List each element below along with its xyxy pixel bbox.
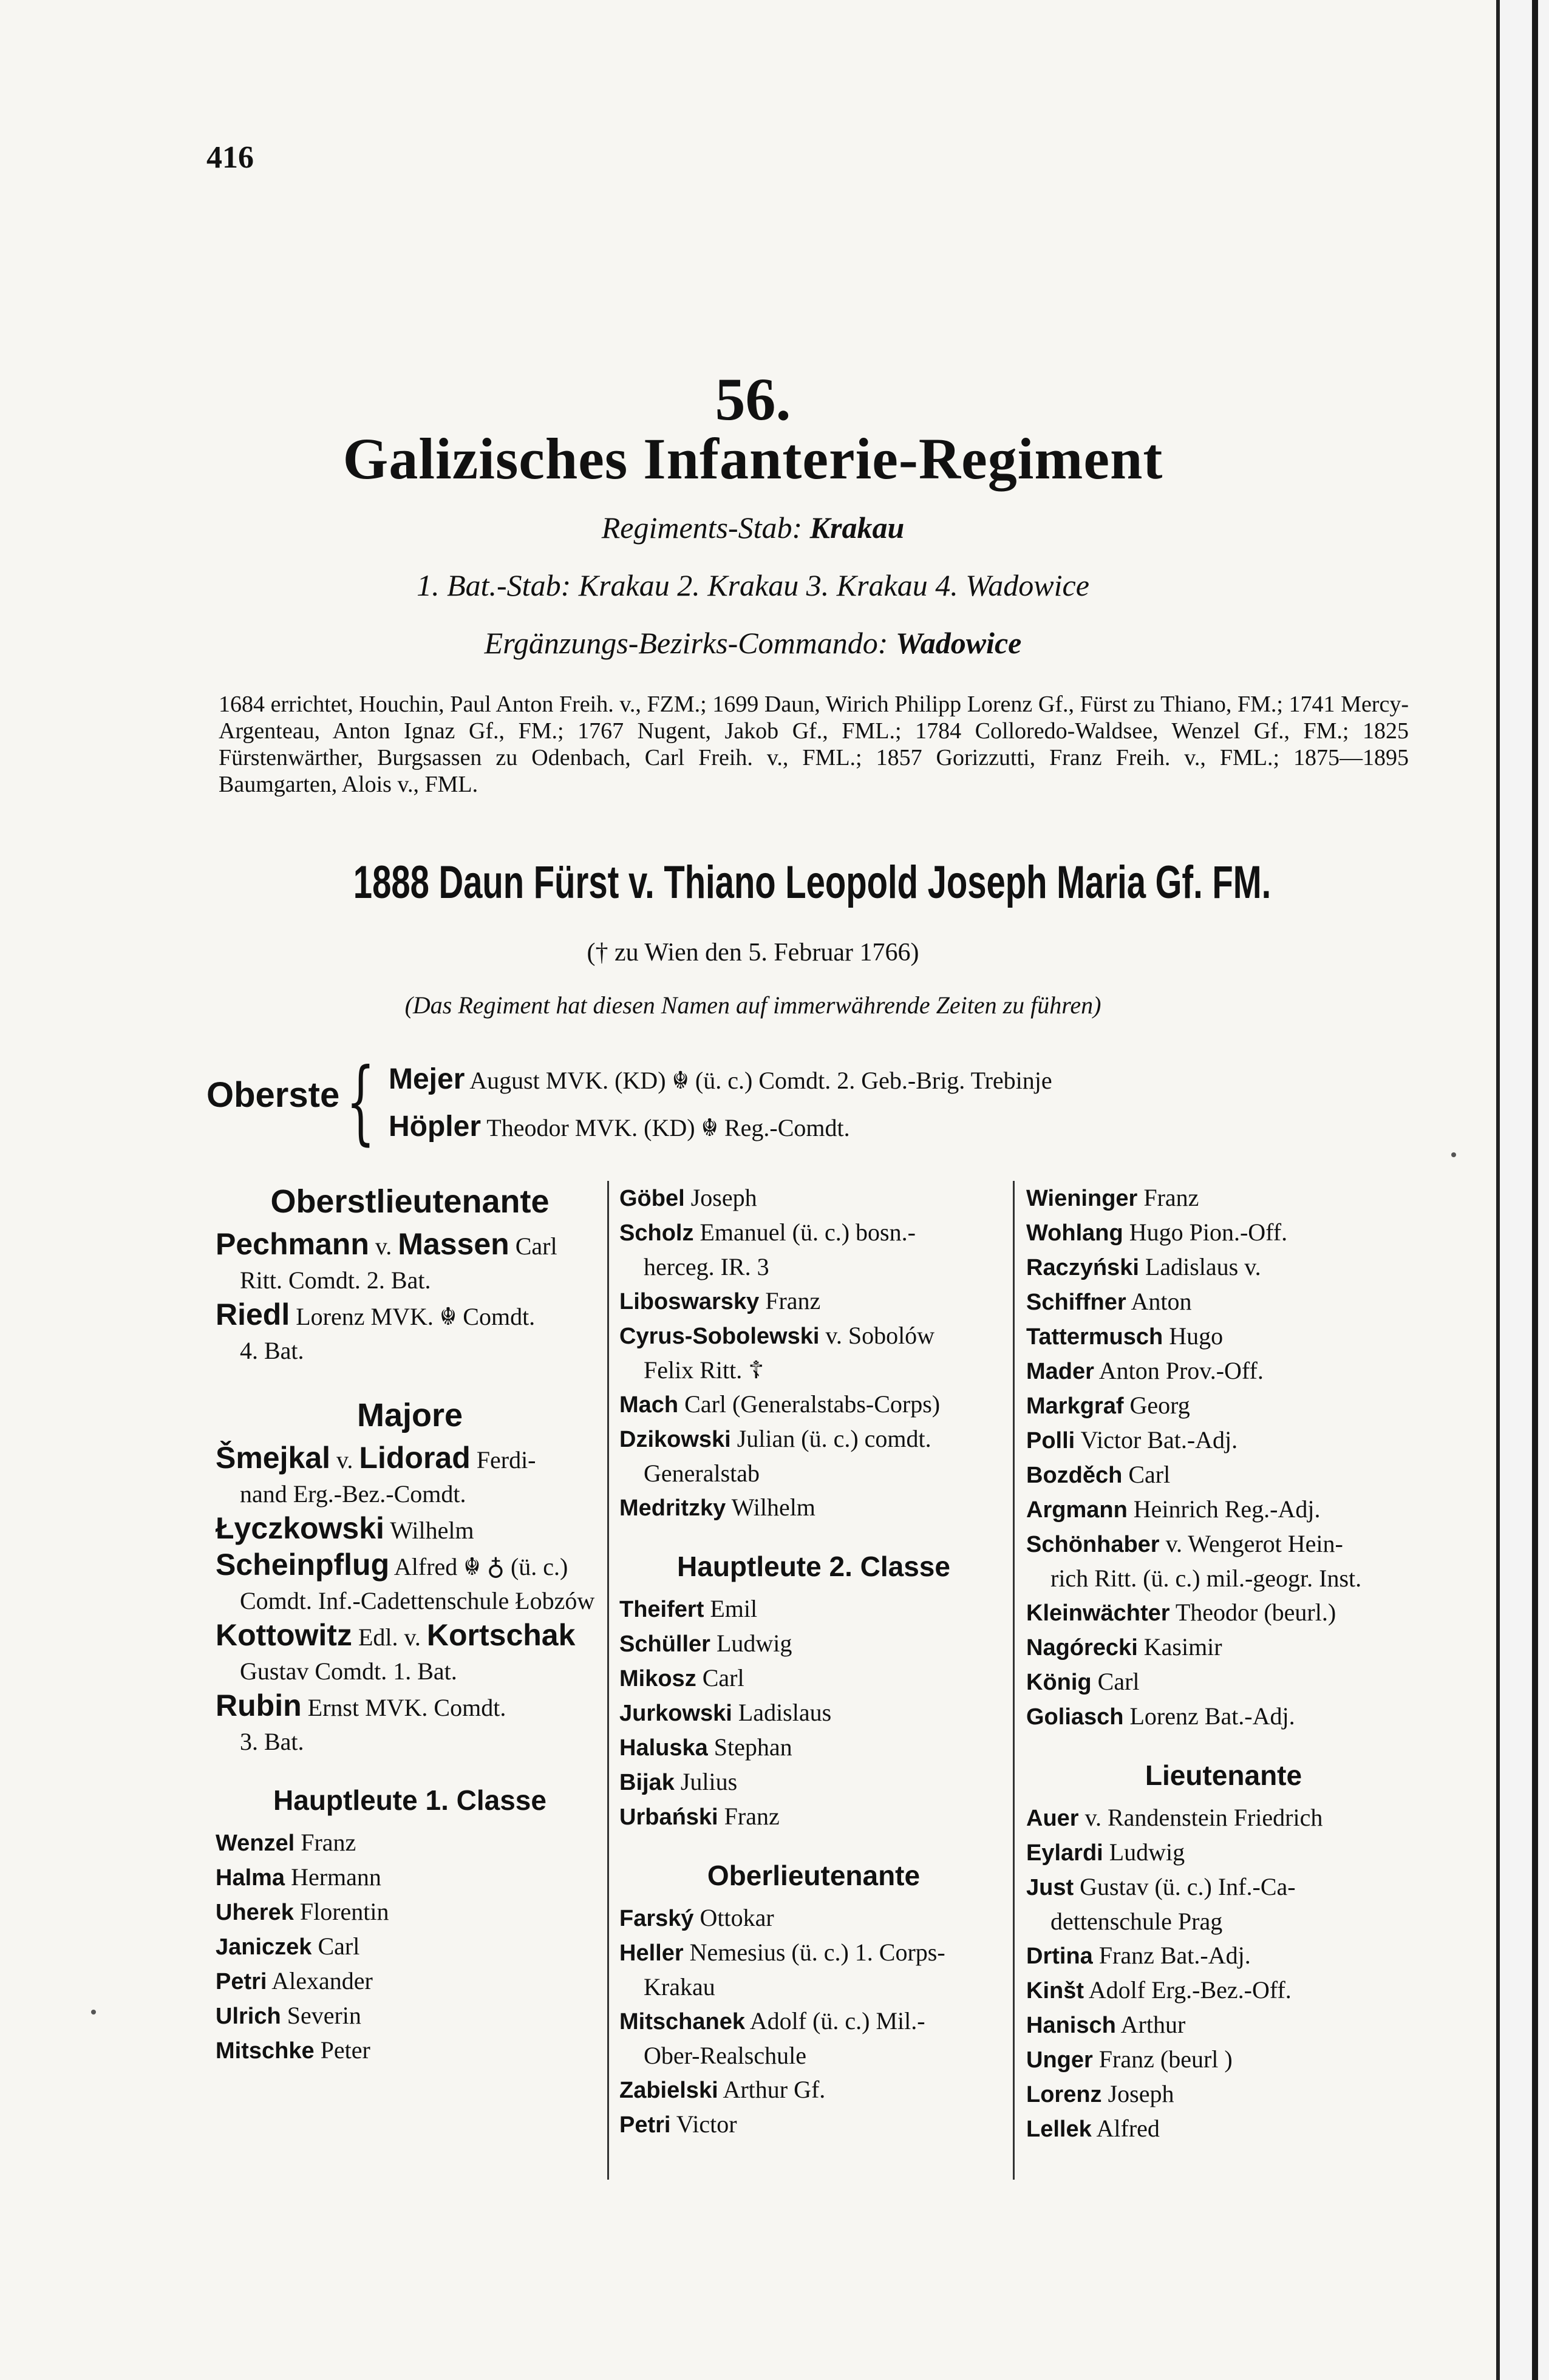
entry-details: v. Sobolów bbox=[825, 1322, 935, 1349]
entry-surname: Medritzky bbox=[619, 1495, 726, 1521]
scan-edge-line bbox=[1532, 0, 1538, 2380]
entry-details: Franz bbox=[1143, 1184, 1199, 1211]
entry-details: Wilhelm bbox=[390, 1517, 474, 1544]
regiments-stab-place: Krakau bbox=[809, 511, 905, 545]
heading-oberstlieutenante: Oberstlieutenante bbox=[270, 1183, 550, 1220]
entry-surname: Wohlang bbox=[1026, 1220, 1123, 1246]
entry-surname: Petri bbox=[216, 1969, 267, 1994]
entry-details: Ladislaus v. bbox=[1145, 1253, 1261, 1280]
entry-details: Franz (beurl ) bbox=[1098, 2045, 1233, 2073]
list-item bbox=[216, 1548, 604, 1618]
ergaenzung-label: Ergänzungs-Bezirks-Commando: bbox=[484, 626, 888, 660]
heading-hauptleute-1: Hauptleute 1. Classe bbox=[273, 1784, 546, 1816]
entry-details: Carl bbox=[1097, 1668, 1140, 1695]
list-item bbox=[619, 1387, 1008, 1422]
list-item bbox=[216, 1964, 604, 1999]
list-item bbox=[619, 1627, 1008, 1661]
entry-surname: Mikosz bbox=[619, 1666, 696, 1691]
entry-details: Franz bbox=[724, 1803, 780, 1830]
entry-surname: Kottowitz bbox=[216, 1618, 352, 1652]
entry-surname: Mader bbox=[1026, 1359, 1094, 1384]
entry-surname: Liboswarsky bbox=[619, 1289, 760, 1314]
entry-details: Carl bbox=[515, 1232, 557, 1260]
list-item bbox=[1026, 2077, 1421, 2112]
list-item bbox=[216, 1929, 604, 1964]
entry-details: Florentin bbox=[299, 1898, 389, 1925]
entry-surname: Šmejkal bbox=[216, 1441, 331, 1475]
list-item bbox=[619, 1661, 1008, 1696]
entry-surname: Massen bbox=[398, 1227, 509, 1261]
entry-details: Julius bbox=[680, 1768, 738, 1795]
entry-surname: Scholz bbox=[619, 1220, 694, 1246]
entry-details: Victor bbox=[676, 2110, 737, 2138]
heading-oberlieutenante: Oberlieutenante bbox=[707, 1860, 921, 1891]
list-item bbox=[619, 2107, 1008, 2142]
entry-particle: v. bbox=[336, 1446, 353, 1474]
entry-details: Peter bbox=[320, 2036, 370, 2064]
column-2 bbox=[619, 1181, 1008, 2142]
scan-edge bbox=[1500, 0, 1549, 2380]
entry-details: Joseph bbox=[690, 1184, 757, 1211]
entry-details: Carl bbox=[702, 1664, 744, 1691]
entry-surname: Raczyński bbox=[1026, 1255, 1139, 1280]
list-item bbox=[1026, 1699, 1421, 1734]
entry-details: Hermann bbox=[291, 1863, 381, 1891]
list-item bbox=[216, 1860, 604, 1895]
heading-hauptleute-2: Hauptleute 2. Classe bbox=[677, 1551, 950, 1582]
entry-continuation: Gustav Comdt. 1. Bat. bbox=[240, 1657, 457, 1685]
list-item bbox=[619, 1284, 1008, 1319]
list-item bbox=[1026, 2008, 1421, 2042]
entry-surname: Zabielski bbox=[619, 2078, 718, 2103]
entry-continuation: 3. Bat. bbox=[240, 1728, 304, 1755]
entry-details: Hugo bbox=[1169, 1322, 1224, 1350]
entry-surname: Scheinpflug bbox=[216, 1548, 390, 1582]
entry-continuation: rich Ritt. (ü. c.) mil.-geogr. Inst. bbox=[1050, 1565, 1362, 1592]
print-speck bbox=[1451, 1152, 1456, 1157]
entry-surname: Auer bbox=[1026, 1806, 1079, 1831]
page-number: 416 bbox=[206, 140, 254, 175]
entry-surname: Wieninger bbox=[1026, 1186, 1138, 1211]
entry-details: Carl (Generalstabs-Corps) bbox=[684, 1390, 941, 1418]
regiment-title: Galizisches Infanterie-Regiment bbox=[342, 426, 1163, 491]
entry-details: Franz bbox=[765, 1287, 821, 1314]
entry-particle: Edl. v. bbox=[358, 1623, 421, 1651]
owner-death-note: († zu Wien den 5. Februar 1766) bbox=[587, 939, 919, 967]
entry-continuation: Generalstab bbox=[644, 1460, 760, 1487]
entry-surname: Janiczek bbox=[216, 1934, 312, 1960]
list-item bbox=[619, 1216, 1008, 1284]
entry-continuation: dettenschule Prag bbox=[1050, 1908, 1223, 1935]
entry-surname: Urbański bbox=[619, 1804, 718, 1830]
entry-surname: Lorenz bbox=[1026, 2082, 1102, 2107]
entry-details: Georg bbox=[1129, 1392, 1190, 1419]
entry-surname: Schiffner bbox=[1026, 1290, 1126, 1315]
entry-surname: Wenzel bbox=[216, 1831, 295, 1856]
list-item bbox=[216, 1441, 604, 1511]
list-item bbox=[1026, 2112, 1421, 2146]
entry-details: Anton Prov.-Off. bbox=[1098, 1357, 1264, 1384]
entry-details: Stephan bbox=[713, 1733, 792, 1761]
entry-details: v. Randenstein Friedrich bbox=[1084, 1804, 1323, 1831]
list-item bbox=[1026, 1527, 1421, 1596]
entry-continuation: Krakau bbox=[644, 1973, 715, 2001]
list-item bbox=[1026, 1319, 1421, 1354]
entry-surname: Kinšt bbox=[1026, 1978, 1084, 2004]
entry-details: Franz Bat.-Adj. bbox=[1098, 1942, 1251, 1969]
list-item bbox=[1026, 1939, 1421, 1973]
entry-details: v. Wengerot Hein- bbox=[1165, 1530, 1343, 1557]
entry-details: Adolf (ü. c.) Mil.- bbox=[749, 2007, 925, 2035]
list-item bbox=[1026, 1285, 1421, 1319]
entry-continuation: Felix Ritt. ☦ bbox=[644, 1356, 764, 1384]
entry-surname: Uherek bbox=[216, 1900, 294, 1925]
heading-majore: Majore bbox=[356, 1397, 463, 1433]
entry-surname: Bijak bbox=[619, 1770, 675, 1795]
oberst-surname: Höpler bbox=[389, 1110, 482, 1143]
entry-surname: Argmann bbox=[1026, 1497, 1128, 1523]
entry-details: Anton bbox=[1131, 1288, 1192, 1315]
ergaenzung-bezirk bbox=[206, 625, 1299, 661]
print-speck bbox=[91, 2010, 96, 2014]
entry-surname: Riedl bbox=[216, 1297, 290, 1331]
list-item bbox=[619, 1319, 1008, 1387]
ergaenzung-place: Wadowice bbox=[895, 626, 1022, 660]
entry-continuation: herceg. IR. 3 bbox=[644, 1253, 769, 1280]
entry-details: Hugo Pion.-Off. bbox=[1129, 1219, 1288, 1246]
list-item bbox=[1026, 1630, 1421, 1665]
entry-details: Alexander bbox=[271, 1967, 373, 1994]
entry-details: Arthur Gf. bbox=[723, 2076, 826, 2103]
entry-details: Ladislaus bbox=[738, 1699, 832, 1726]
entry-surname: Goliasch bbox=[1026, 1704, 1124, 1730]
entry-surname: Bozděch bbox=[1026, 1463, 1123, 1488]
entry-surname: Markgraf bbox=[1026, 1393, 1124, 1419]
regiment-motto-note: (Das Regiment hat diesen Namen auf immerwährende Zeiten zu führen) bbox=[404, 991, 1101, 1019]
list-item bbox=[216, 1618, 604, 1688]
list-item bbox=[619, 1765, 1008, 1800]
list-item bbox=[216, 1688, 604, 1759]
entry-surname: Unger bbox=[1026, 2047, 1093, 2073]
entry-details: Lorenz Bat.-Adj. bbox=[1129, 1702, 1295, 1730]
list-item bbox=[1026, 1250, 1421, 1285]
entry-surname: Łyczkowski bbox=[216, 1511, 384, 1545]
list-item bbox=[619, 1730, 1008, 1765]
list-item bbox=[619, 1901, 1008, 1936]
list-item bbox=[1026, 2042, 1421, 2077]
entry-surname: Just bbox=[1026, 1875, 1074, 1900]
entry-surname: Göbel bbox=[619, 1186, 685, 1211]
regiments-stab-label: Regiments-Stab: bbox=[601, 511, 803, 545]
list-item bbox=[619, 1592, 1008, 1627]
list-item bbox=[1026, 1354, 1421, 1389]
entry-continuation: Ritt. Comdt. 2. Bat. bbox=[240, 1266, 431, 1294]
entry-surname: Cyrus-Sobolewski bbox=[619, 1324, 820, 1349]
heading-lieutenante: Lieutenante bbox=[1145, 1759, 1302, 1791]
entry-details: Emil bbox=[710, 1595, 758, 1622]
entry-surname: König bbox=[1026, 1670, 1092, 1695]
entry-continuation: Comdt. Inf.-Cadettenschule Łobzów bbox=[240, 1587, 595, 1614]
regiments-stab bbox=[206, 510, 1299, 545]
oberst-details: August MVK. (KD) ☬ (ü. c.) Comdt. 2. Geb.-Brig. Trebinje bbox=[469, 1067, 1052, 1094]
entry-details: Lorenz MVK. ☬ Comdt. bbox=[296, 1303, 536, 1330]
entry-details: Franz bbox=[301, 1829, 356, 1856]
list-item bbox=[619, 1422, 1008, 1491]
entry-details: Alfred bbox=[1096, 2115, 1160, 2142]
entry-surname: Theifert bbox=[619, 1597, 704, 1622]
entry-surname: Mitschanek bbox=[619, 2009, 745, 2035]
entry-details: Gustav (ü. c.) Inf.-Ca- bbox=[1080, 1873, 1296, 1900]
entry-surname: Kleinwächter bbox=[1026, 1600, 1170, 1626]
entry-surname: Hanisch bbox=[1026, 2013, 1116, 2038]
oberst-surname: Mejer bbox=[389, 1063, 465, 1095]
entry-details: Carl bbox=[1128, 1461, 1171, 1488]
entry-details: Ferdi- bbox=[476, 1446, 536, 1474]
oberst-row bbox=[389, 1110, 850, 1143]
list-item bbox=[1026, 1458, 1421, 1492]
entry-details: Alfred ☬ ♁ (ü. c.) bbox=[393, 1553, 568, 1580]
entry-continuation: Ober-Realschule bbox=[644, 2042, 806, 2069]
entry-details: Joseph bbox=[1108, 2080, 1174, 2107]
entry-surname: Heller bbox=[619, 1940, 684, 1966]
entry-details: Wilhelm bbox=[731, 1494, 815, 1521]
entry-details: Arthur bbox=[1120, 2011, 1186, 2038]
list-item bbox=[1026, 1389, 1421, 1423]
entry-continuation: nand Erg.-Bez.-Comdt. bbox=[240, 1480, 466, 1508]
entry-surname: Pechmann bbox=[216, 1227, 369, 1261]
entry-details: Victor Bat.-Adj. bbox=[1080, 1426, 1238, 1453]
entry-surname: Dzikowski bbox=[619, 1427, 731, 1452]
entry-surname: Nagórecki bbox=[1026, 1635, 1138, 1661]
entry-surname: Drtina bbox=[1026, 1943, 1093, 1969]
list-item bbox=[1026, 1181, 1421, 1216]
list-item bbox=[216, 1826, 604, 1860]
entry-surname: Kortschak bbox=[426, 1618, 576, 1652]
regiment-number: 56. bbox=[715, 365, 791, 433]
brace-glyph: { bbox=[346, 1049, 375, 1155]
oberste-label: Oberste bbox=[206, 1075, 340, 1115]
list-item bbox=[1026, 1423, 1421, 1458]
list-item bbox=[216, 2033, 604, 2068]
entry-surname: Lidorad bbox=[359, 1441, 471, 1475]
entry-details: Julian (ü. c.) comdt. bbox=[737, 1425, 931, 1452]
entry-details: Ludwig bbox=[716, 1630, 792, 1657]
regiment-owner: 1888 Daun Fürst v. Thiano Leopold Joseph Maria Gf. FM. bbox=[353, 857, 1272, 908]
entry-details: Ernst MVK. Comdt. bbox=[307, 1694, 506, 1721]
column-3 bbox=[1026, 1181, 1421, 2146]
entry-surname: Farský bbox=[619, 1906, 694, 1931]
list-item bbox=[619, 2073, 1008, 2107]
entry-surname: Petri bbox=[619, 2112, 671, 2138]
oberst-details: Theodor MVK. (KD) ☬ Reg.-Comdt. bbox=[486, 1114, 850, 1141]
entry-details: Theodor (beurl.) bbox=[1175, 1599, 1336, 1626]
entry-surname: Lellek bbox=[1026, 2116, 1092, 2142]
entry-details: Adolf Erg.-Bez.-Off. bbox=[1088, 1976, 1292, 2004]
entry-surname: Polli bbox=[1026, 1428, 1075, 1453]
list-item bbox=[216, 1999, 604, 2033]
entry-particle: v. bbox=[375, 1232, 392, 1260]
entry-surname: Halma bbox=[216, 1865, 285, 1891]
list-item bbox=[1026, 1492, 1421, 1527]
list-item bbox=[1026, 1216, 1421, 1250]
list-item bbox=[216, 1895, 604, 1929]
list-item bbox=[1026, 1870, 1421, 1939]
entry-details: Severin bbox=[287, 2002, 361, 2029]
entry-details: Ludwig bbox=[1109, 1838, 1185, 1866]
list-item bbox=[619, 1181, 1008, 1216]
list-item bbox=[1026, 1835, 1421, 1870]
list-item bbox=[1026, 1973, 1421, 2008]
entry-surname: Jurkowski bbox=[619, 1701, 732, 1726]
oberst-row bbox=[389, 1062, 1052, 1096]
column-divider bbox=[1013, 1181, 1015, 2180]
entry-surname: Mach bbox=[619, 1392, 679, 1418]
entry-details: Heinrich Reg.-Adj. bbox=[1133, 1495, 1321, 1523]
list-item bbox=[216, 1227, 604, 1297]
entry-continuation: 4. Bat. bbox=[240, 1337, 304, 1364]
list-item bbox=[619, 2004, 1008, 2073]
entry-details: Kasimir bbox=[1143, 1633, 1222, 1661]
entry-details: Nemesius (ü. c.) 1. Corps- bbox=[689, 1939, 945, 1966]
entry-surname: Haluska bbox=[619, 1735, 708, 1761]
entry-details: Ottokar bbox=[700, 1904, 774, 1931]
entry-surname: Eylardi bbox=[1026, 1840, 1103, 1866]
entry-surname: Tattermusch bbox=[1026, 1324, 1163, 1350]
entry-surname: Schüller bbox=[619, 1631, 710, 1657]
column-1 bbox=[216, 1181, 604, 2068]
entry-surname: Mitschke bbox=[216, 2038, 315, 2064]
list-item bbox=[619, 1800, 1008, 1834]
entry-surname: Schönhaber bbox=[1026, 1532, 1160, 1557]
list-item bbox=[619, 1696, 1008, 1730]
entry-surname: Rubin bbox=[216, 1688, 302, 1722]
list-item bbox=[619, 1491, 1008, 1525]
list-item bbox=[1026, 1665, 1421, 1699]
list-item bbox=[216, 1511, 604, 1548]
list-item bbox=[1026, 1801, 1421, 1835]
list-item bbox=[1026, 1596, 1421, 1630]
list-item bbox=[216, 1297, 604, 1368]
entry-details: Carl bbox=[318, 1933, 360, 1960]
column-divider bbox=[607, 1181, 609, 2180]
entry-details: Emanuel (ü. c.) bosn.- bbox=[700, 1219, 916, 1246]
entry-surname: Ulrich bbox=[216, 2004, 281, 2029]
list-item bbox=[619, 1936, 1008, 2004]
battalion-stations: 1. Bat.-Stab: Krakau 2. Krakau 3. Krakau 4. Wadowice bbox=[417, 568, 1089, 602]
regiment-history: 1684 errichtet, Houchin, Paul Anton Freih. v., FZM.; 1699 Daun, Wirich Philipp Lorenz Gf., Fürst zu Thiano, FM.; 1741 Mercy-Argenteau, Anton Ignaz Gf., FM.; 1767 Nugent, Jakob Gf., FML.; 1784 Colloredo-Waldsee, Wenzel Gf., FM.; 1825 Fürstenwärther, Burgsassen zu Odenbach, Carl Freih. v., FML.; 1857 Gorizzutti, Franz Freih. v., FML.; 1875—1895 Baumgarten, Alois v., FML. bbox=[219, 692, 1409, 797]
